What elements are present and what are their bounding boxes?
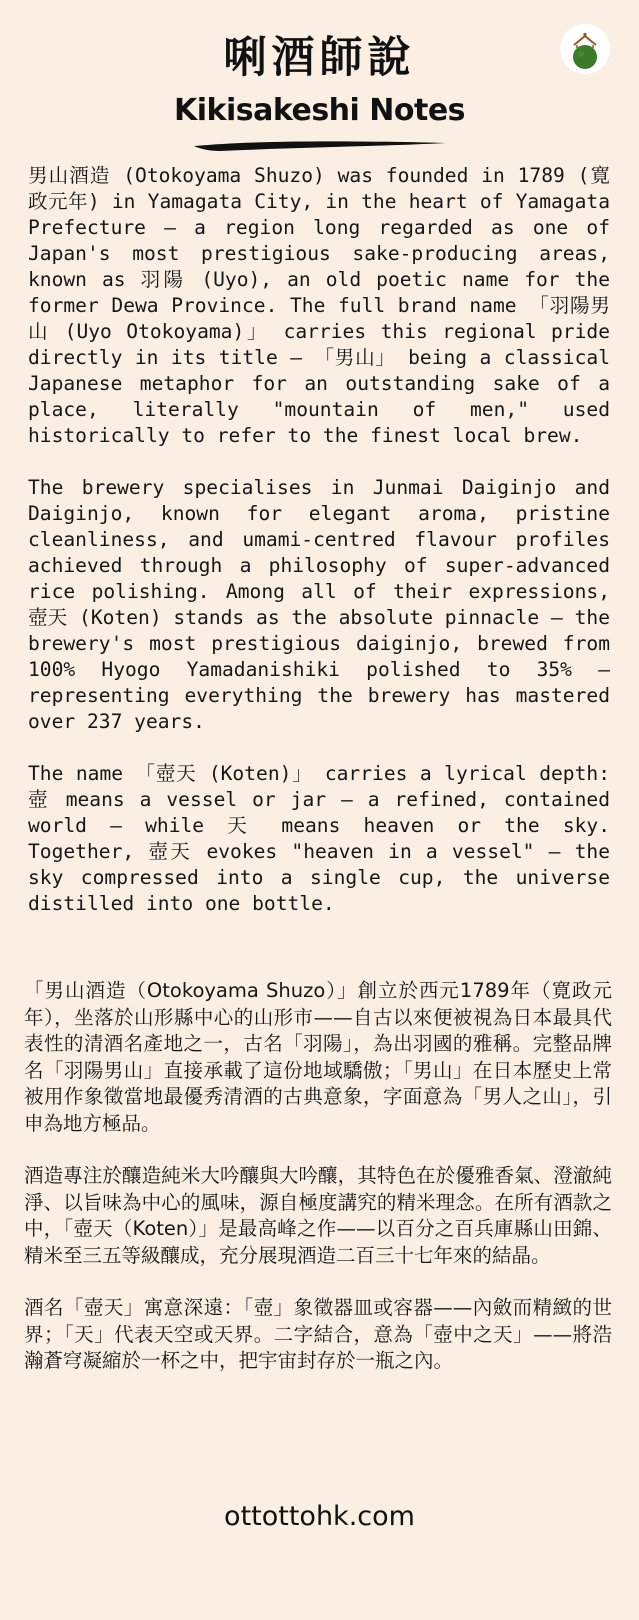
english-paragraph-brewery: The brewery specialises in Junmai Daiginjo and Daiginjo, known for elegant aroma, pristine cleanliness, and umami-centred flavour profiles achieved through a philosophy of super-advanced rice polishing. Among all of their expressions, 壺天 (Koten) stands as the absolute pinnacle — the brewery's most prestigious daiginjo, brewed from 100% Hyogo Yamadanishiki polished to 35% — representing everything the brewery has mastered over 237 years. [28,476,610,733]
chinese-notes [24,978,612,1375]
chinese-paragraph-name: 酒名「壺天」寓意深遠：「壺」象徵器皿或容器——內斂而精緻的世界；「天」代表天空或天界。二字結合，意為「壺中之天」——將浩瀚蒼穹凝縮於一杯之中，把宇宙封存於一瓶之內。 [24,1296,612,1372]
chinese-paragraph-brewery: 酒造專注於釀造純米大吟釀與大吟釀，其特色在於優雅香氣、澄澈純淨、以旨味為中心的風味，源自極度講究的精米理念。在所有酒款之中，「壺天（Koten）」是最高峰之作——以百分之百兵庫縣山田錦、精米至三五等級釀成，充分展現酒造二百三十七年來的結晶。 [24,1164,612,1267]
page-title-english: Kikisakeshi Notes [173,93,466,128]
english-notes [28,163,610,917]
english-paragraph-name: The name 「壺天 (Koten)」 carries a lyrical depth: 壺 means a vessel or jar — a refined, contained world — while 天 means heaven or the sky. Together, 壺天 evokes "heaven in a vessel" — the sky compressed into a single cup, the universe distilled into one bottle. [28,762,610,915]
page-title-chinese: 唎酒師說 [223,33,416,83]
english-paragraph-history: 男山酒造 (Otokoyama Shuzo) was founded in 1789 (寛政元年) in Yamagata City, in the heart of Yamagata Prefecture — a region long regarded as one of Japan's most prestigious sake-producing areas, known as 羽陽 (Uyo), an old poetic name for the former Dewa Province. The full brand name 「羽陽男山 (Uyo Otokoyama)」 carries this regional pride directly in its title — 「男山」 being a classical Japanese metaphor for an outstanding sake of a place, literally "mountain of men," used historically to refer to the finest local brew. [28,164,610,447]
website-link[interactable]: ottottohk.com [224,1501,415,1532]
chinese-paragraph-history: 「男山酒造（Otokoyama Shuzo）」創立於西元1789年（寛政元年），坐落於山形縣中心的山形市——自古以來便被視為日本最具代表性的清酒名產地之一，古名「羽陽」，為出羽國的雅稱。完整品牌名「羽陽男山」直接承載了這份地域驕傲；「男山」在日本歷史上常被用作象徵當地最優秀清酒的古典意象，字面意為「男人之山」，引申為地方極品。 [24,979,612,1135]
brush-underline [190,136,450,156]
